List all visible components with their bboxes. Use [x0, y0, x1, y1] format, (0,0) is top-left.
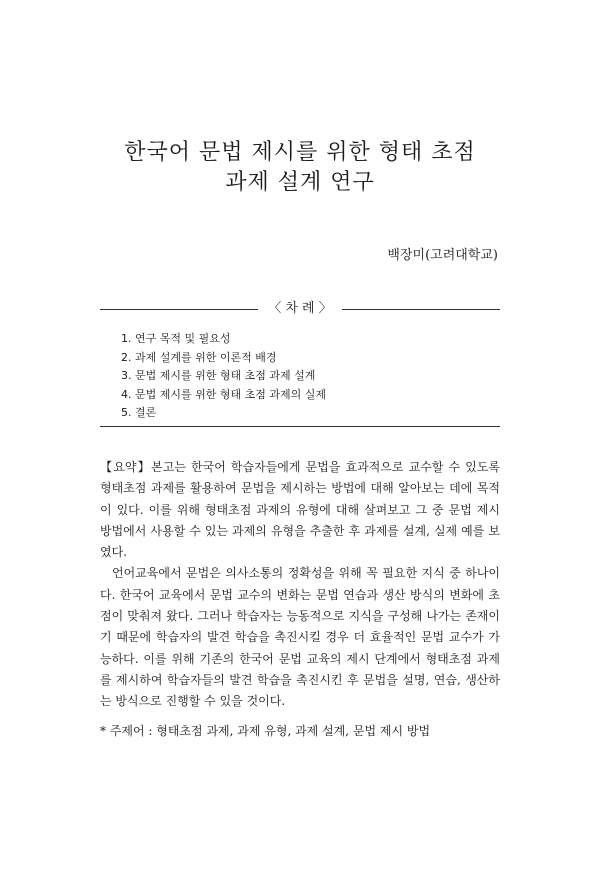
toc-item-2: 2. 과제 설계를 위한 이론적 배경: [121, 350, 277, 364]
abstract-paragraph-1: 【요약】본고는 한국어 학습자들에게 문법을 효과적으로 교수할 수 있도록 형태초점 과제를 활용하여 문법을 제시하는 방법에 대해 알아보는 데에 목적이 있다. 이를 위해 형태초점 과제의 유형에 대해 살펴보고 그 중 문법 제시 방법에서 사용할 수 있는 과제의 유형을 추출한 후 과제를 설계, 실제 예를 보였다.: [100, 460, 500, 560]
title-line-1: 한국어 문법 제시를 위한 형태 초점: [124, 140, 476, 165]
toc-bottom-divider: [100, 426, 500, 427]
toc-divider-left: [100, 309, 258, 310]
author-affiliation: 백장미(고려대학교): [387, 248, 498, 263]
paper-title: [0, 138, 600, 198]
title-line-2: 과제 설계 연구: [225, 170, 375, 195]
abstract-paragraph-2: 언어교육에서 문법은 의사소통의 정확성을 위해 꼭 필요한 지식 중 하나이다. 한국어 교육에서 문법 교수의 변화는 문법 연습과 생산 방식의 변화에 초점이 맞춰져 왔다. 그러나 학습자는 능동적으로 지식을 구성해 나가는 존재이기 때문에 학습자의 발견 학습을 촉진시킬 경우 더 효율적인 문법 교수가 가능하다. 이를 위해 기존의 한국어 문법 교육의 제시 단계에서 형태초점 과제를 제시하여 학습자들의 발견 학습을 촉진시킨 후 문법을 설명, 연습, 생산하는 방식으로 진행할 수 있을 것이다.: [100, 566, 500, 709]
toc-title: 〈 차 례 〉: [268, 301, 332, 316]
keywords: * 주제어 : 형태초점 과제, 과제 유형, 과제 설계, 문법 제시 방법: [100, 724, 431, 738]
toc-item-1: 1. 연구 목적 및 필요성: [121, 332, 231, 345]
toc-header: [100, 298, 500, 320]
toc-item-4: 4. 문법 제시를 위한 형태 초점 과제의 실제: [121, 387, 326, 401]
toc-list: [121, 330, 326, 423]
toc-item-3: 3. 문법 제시를 위한 형태 초점 과제 설계: [121, 369, 316, 382]
toc-divider-right: [342, 309, 500, 310]
abstract: [100, 457, 500, 713]
toc-item-5: 5. 결론: [121, 406, 157, 419]
